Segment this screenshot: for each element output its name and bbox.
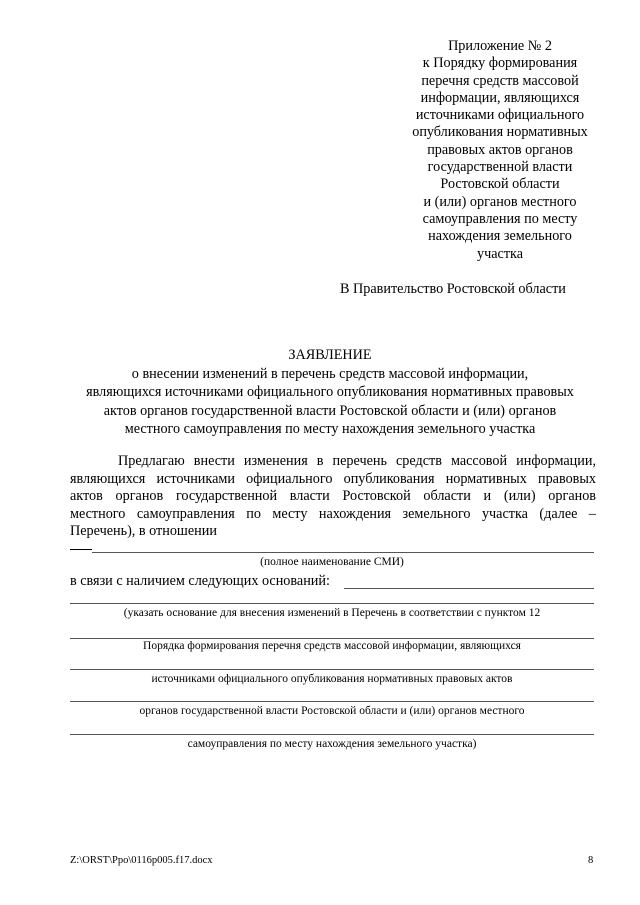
appendix-line: самоуправления по месту (422, 210, 578, 227)
paragraph-line: актов органов государственной власти Ростовской области и (или) органов (70, 488, 596, 504)
appendix-block (395, 38, 605, 263)
appendix-line: Ростовской области (440, 176, 560, 193)
reason-hint: Порядка формирования перечня средств массовой информации, являющихся (143, 640, 521, 652)
smi-name-hint: (полное наименование СМИ) (260, 556, 404, 568)
heading-line: о внесении изменений в перечень средств массовой информации, (131, 365, 529, 382)
appendix-line: государственной власти (427, 159, 573, 176)
appendix-line: источниками официального (415, 107, 585, 124)
smi-short-rule (70, 549, 92, 550)
reason-hint: органов государственной власти Ростовской области и (или) органов местного (139, 705, 525, 717)
appendix-line: участка (477, 245, 523, 262)
appendix-line: правовых актов органов (427, 141, 573, 158)
reason-line-5[interactable] (70, 734, 594, 735)
appendix-line: и (или) органов местного (423, 193, 577, 210)
paragraph-line: Перечень), в отношении (70, 523, 217, 539)
appendix-line: опубликования нормативных (412, 124, 588, 141)
heading-line: местного самоуправления по месту нахождения земельного участка (124, 421, 536, 437)
heading-line: являющихся источниками официального опубликования нормативных правовых (86, 384, 574, 400)
reason-label: в связи с наличием следующих оснований: (70, 573, 330, 589)
addressee: В Правительство Ростовской области (340, 281, 566, 297)
page-number: 8 (588, 855, 594, 866)
smi-name-line[interactable] (92, 552, 594, 553)
heading-line: актов органов государственной власти Ростовской области и (или) органов (103, 402, 557, 419)
statement-heading (60, 346, 600, 439)
appendix-line: перечня средств массовой (421, 72, 579, 89)
paragraph-line: местного самоуправления по месту нахождения земельного участка (далее – (70, 505, 596, 522)
reason-hint: самоуправления по месту нахождения земельного участка) (187, 738, 477, 750)
appendix-line: нахождения земельного (428, 228, 572, 245)
reason-hint: (указать основание для внесения изменений в Перечень в соответствии с пунктом 12 (123, 607, 541, 619)
reason-line-1[interactable] (70, 603, 594, 604)
paragraph-line: являющихся источниками официального опубликования нормативных правовых (70, 470, 596, 487)
appendix-line: Приложение № 2 (448, 38, 552, 54)
reason-inline-line[interactable] (344, 588, 594, 589)
appendix-line: информации, являющихся (420, 89, 580, 106)
reason-line-4[interactable] (70, 701, 594, 702)
paragraph-line: Предлагаю внести изменения в перечень средств массовой информации, (118, 453, 596, 469)
reason-line-3[interactable] (70, 669, 594, 670)
statement-paragraph (70, 453, 596, 541)
reason-hint: источниками официального опубликования нормативных правовых актов (151, 673, 513, 685)
appendix-line: к Порядку формирования (422, 55, 578, 72)
file-path: Z:\ORST\Ppo\0116p005.f17.docx (70, 855, 213, 866)
reason-line-2[interactable] (70, 638, 594, 639)
statement-title: ЗАЯВЛЕНИЕ (288, 347, 372, 363)
